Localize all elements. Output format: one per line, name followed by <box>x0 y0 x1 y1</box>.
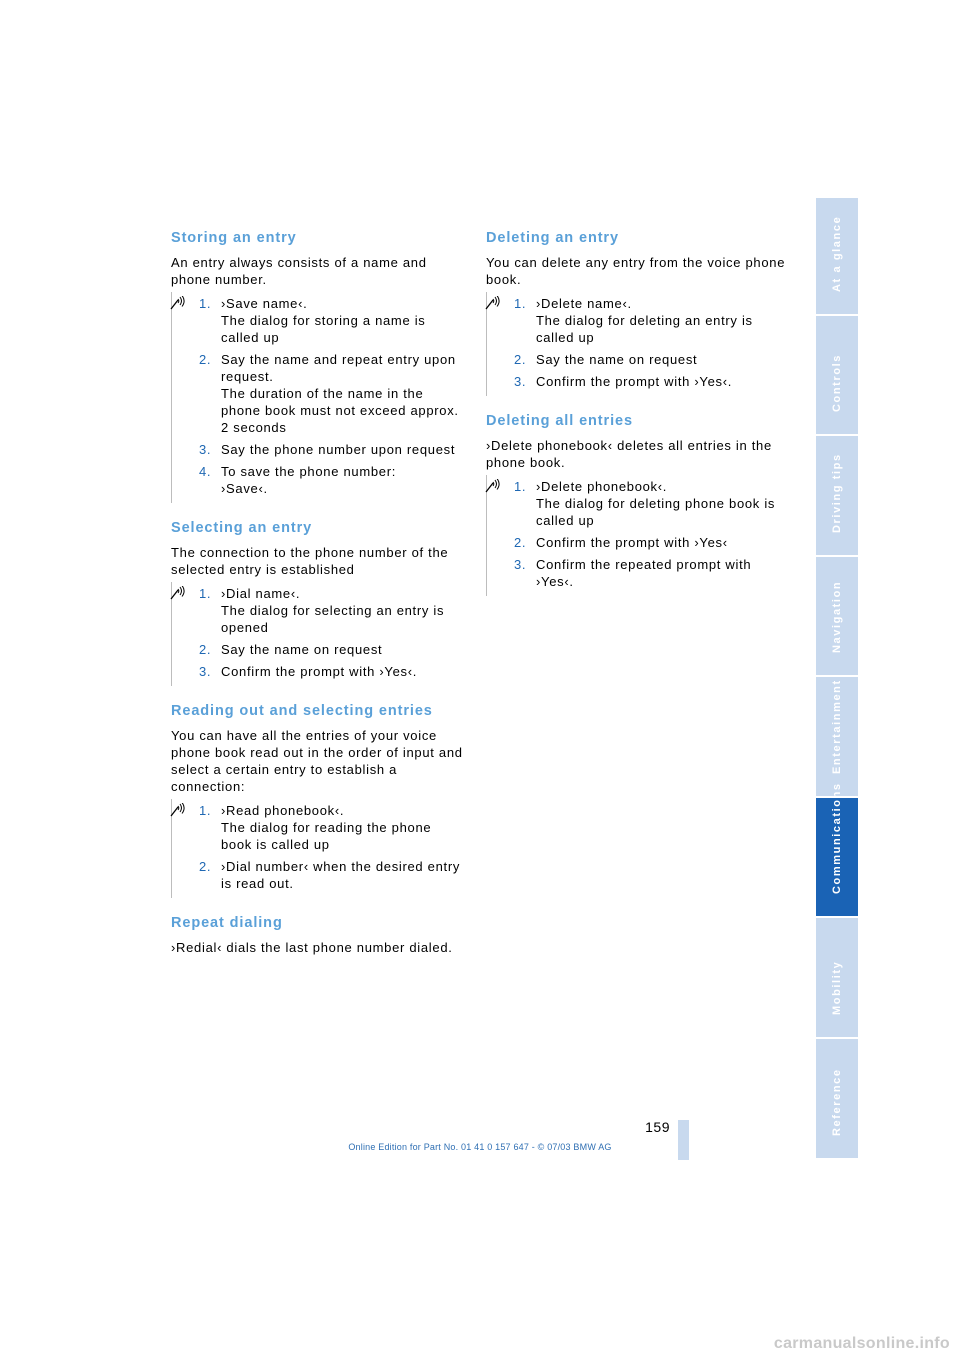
voice-steps <box>171 799 466 898</box>
section-heading: Deleting an entry <box>486 230 619 246</box>
step-line: Say the name on request <box>536 352 698 367</box>
section-intro: ›Delete phonebook‹ deletes all entries in the phone book. <box>486 438 772 470</box>
voice-command-icon <box>169 296 187 310</box>
tab-reference[interactable]: Reference <box>816 1039 858 1160</box>
step-line: ›Delete name‹. <box>536 296 632 311</box>
step-line: Confirm the repeated prompt with ›Yes‹. <box>536 557 752 589</box>
step-item: 2. Say the name and repeat entry upon request. The duration of the name in the phone book must not exceed approx. 2 seconds <box>199 351 466 436</box>
section-heading: Selecting an entry <box>171 520 313 536</box>
tab-at-a-glance[interactable]: At a glance <box>816 198 858 316</box>
page-number: 159 <box>645 1119 670 1135</box>
tab-navigation[interactable]: Navigation <box>816 557 858 677</box>
voice-steps <box>171 582 466 686</box>
step-line: Confirm the prompt with ›Yes‹. <box>221 664 418 679</box>
step-item: 2. Confirm the prompt with ›Yes‹ <box>514 534 786 551</box>
step-item: 3. Say the phone number upon request <box>199 441 466 458</box>
voice-steps <box>171 292 466 503</box>
voice-command-icon <box>169 586 187 600</box>
section-intro: The connection to the phone number of the selected entry is established <box>171 545 449 577</box>
section-intro: An entry always consists of a name and phone number. <box>171 255 427 287</box>
step-line: ›Save‹. <box>221 481 268 496</box>
page-number-bar <box>678 1120 689 1160</box>
section-intro: ›Redial‹ dials the last phone number dialed. <box>171 940 453 955</box>
section-repeat-dialing <box>171 915 466 956</box>
step-item: 4. To save the phone number: ›Save‹. <box>199 463 466 497</box>
step-item: 3. Confirm the prompt with ›Yes‹. <box>514 373 786 390</box>
left-column <box>171 230 466 973</box>
voice-command-icon <box>484 479 502 493</box>
step-line: ›Dial name‹. <box>221 586 301 601</box>
section-intro: You can have all the entries of your voice phone book read out in the order of input and select a certain entry to establish a connection: <box>171 728 463 794</box>
step-line: The dialog for deleting an entry is called up <box>536 313 753 345</box>
step-line: The dialog for storing a name is called up <box>221 313 426 345</box>
step-line: The dialog for selecting an entry is opened <box>221 603 445 635</box>
edition-footer: Online Edition for Part No. 01 41 0 157 647 - © 07/03 BMW AG <box>348 1142 612 1152</box>
step-item: 1. ›Dial name‹. The dialog for selecting an entry is opened <box>199 585 466 636</box>
section-storing-entry <box>171 230 466 503</box>
step-item: 3. Confirm the prompt with ›Yes‹. <box>199 663 466 680</box>
step-line: The dialog for reading the phone book is called up <box>221 820 432 852</box>
step-line: To save the phone number: <box>221 464 397 479</box>
voice-steps <box>486 475 786 596</box>
tab-communications[interactable]: Communications <box>816 798 858 918</box>
section-deleting-entry <box>486 230 786 396</box>
section-heading: Storing an entry <box>171 230 297 246</box>
voice-command-icon <box>484 296 502 310</box>
section-selecting-entry <box>171 520 466 686</box>
watermark: carmanualsonline.info <box>773 1335 950 1352</box>
step-line: Say the name on request <box>221 642 383 657</box>
voice-command-icon <box>169 803 187 817</box>
step-item: 3. Confirm the repeated prompt with ›Yes‹. <box>514 556 786 590</box>
step-item: 2. ›Dial number‹ when the desired entry is read out. <box>199 858 466 892</box>
step-line: Say the phone number upon request <box>221 442 456 457</box>
section-intro: You can delete any entry from the voice phone book. <box>486 255 786 287</box>
voice-steps <box>486 292 786 396</box>
step-line: ›Delete phonebook‹. <box>536 479 668 494</box>
step-item: 1. ›Delete name‹. The dialog for deleting an entry is called up <box>514 295 786 346</box>
section-heading: Repeat dialing <box>171 915 283 931</box>
tab-mobility[interactable]: Mobility <box>816 918 858 1039</box>
section-reading-entries <box>171 703 466 898</box>
step-line: Say the name and repeat entry upon request. <box>221 352 456 384</box>
chapter-tabs <box>816 198 858 1160</box>
step-line: Confirm the prompt with ›Yes‹ <box>536 535 728 550</box>
section-heading: Deleting all entries <box>486 413 633 429</box>
tab-driving-tips[interactable]: Driving tips <box>816 436 858 557</box>
right-column <box>486 230 786 613</box>
step-line: Confirm the prompt with ›Yes‹. <box>536 374 733 389</box>
step-item: 1. ›Save name‹. The dialog for storing a name is called up <box>199 295 466 346</box>
step-line: ›Dial number‹ when the desired entry is read out. <box>221 859 461 891</box>
step-item: 1. ›Read phonebook‹. The dialog for reading the phone book is called up <box>199 802 466 853</box>
step-line: The duration of the name in the phone book must not exceed approx. 2 seconds <box>221 386 459 435</box>
section-heading: Reading out and selecting entries <box>171 703 433 719</box>
step-item: 1. ›Delete phonebook‹. The dialog for deleting phone book is called up <box>514 478 786 529</box>
step-line: ›Save name‹. <box>221 296 308 311</box>
section-deleting-all-entries <box>486 413 786 596</box>
tab-controls[interactable]: Controls <box>816 316 858 436</box>
tab-entertainment[interactable]: Entertainment <box>816 677 858 798</box>
step-item: 2. Say the name on request <box>199 641 466 658</box>
step-line: The dialog for deleting phone book is called up <box>536 496 776 528</box>
step-line: ›Read phonebook‹. <box>221 803 345 818</box>
step-item: 2. Say the name on request <box>514 351 786 368</box>
